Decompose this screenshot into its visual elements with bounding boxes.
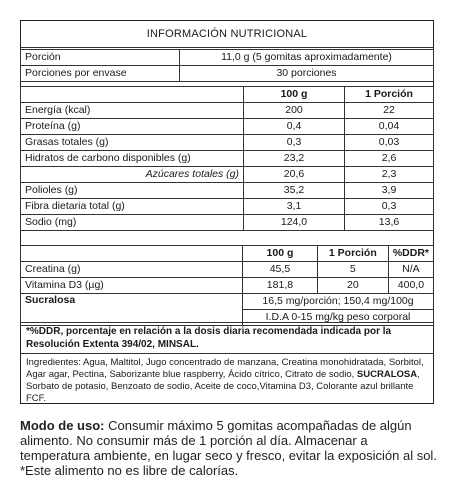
additives-header-blank (21, 246, 243, 262)
additives-table (20, 245, 434, 326)
value-100g: 20,6 (244, 167, 345, 183)
nutrient-label: Proteína (g) (21, 119, 244, 135)
value-portion: 13,6 (345, 215, 434, 231)
serving-table (20, 49, 434, 82)
header-portion: 1 Porción (317, 246, 388, 262)
value-portion: 20 (317, 278, 388, 294)
header-portion: 1 Porción (345, 87, 434, 103)
header-100g: 100 g (243, 246, 318, 262)
portion-value: 11,0 g (5 gomitas aproximadamente) (180, 50, 434, 66)
nutrient-label: Fibra dietaria total (g) (21, 199, 244, 215)
value-100g: 181,8 (243, 278, 318, 294)
value-portion: 3,9 (345, 183, 434, 199)
additives-header-row (21, 246, 434, 262)
ingredients-text: Ingredientes: Agua, Maltitol, Jugo concentrado de manzana, Creatina monohidratada, Sorbitol, Agar agar, Pectina, Saborizante blue raspberry, Ácido cítrico, Citrato de sodio, (26, 357, 424, 380)
table-row (21, 151, 434, 167)
usage-instructions (20, 418, 440, 478)
value-100g: 200 (244, 103, 345, 119)
per-pack-value: 30 porciones (180, 66, 434, 82)
per-pack-row (21, 66, 434, 82)
value-portion: 0,04 (345, 119, 434, 135)
table-row (21, 183, 434, 199)
value-portion: 22 (345, 103, 434, 119)
value-100g: 124,0 (244, 215, 345, 231)
nutrient-label: Polioles (g) (21, 183, 244, 199)
table-row (21, 262, 434, 278)
value-100g: 3,1 (244, 199, 345, 215)
usage-heading: Modo de uso: (20, 418, 105, 433)
additive-label: Vitamina D3 (µg) (21, 278, 243, 294)
value-100g: 45,5 (243, 262, 318, 278)
value-100g: 0,3 (244, 135, 345, 151)
table-row (21, 215, 434, 231)
value-ddr: 400,0 (388, 278, 433, 294)
sucralosa-row (21, 294, 434, 310)
portion-label: Porción (21, 50, 180, 66)
value-ddr: N/A (388, 262, 433, 278)
value-portion: 0,03 (345, 135, 434, 151)
sucralosa-label: Sucralosa (21, 294, 243, 326)
ddr-footnote: *%DDR, porcentaje en relación a la dosis diaria recomendada indicada por la Resolución Extenta 394/02, MINSAL. (20, 322, 434, 354)
value-100g: 23,2 (244, 151, 345, 167)
sucralosa-dose: 16,5 mg/porción; 150,4 mg/100g (243, 294, 434, 310)
ingredients-list (20, 354, 434, 404)
nutrients-header-blank (21, 87, 244, 103)
header-100g: 100 g (244, 87, 345, 103)
ingredients-rest: , Sorbato de potasio, Benzoato de sodio, Aceite de coco,Vitamina D3, Colorante azul brillante FCF. (26, 369, 420, 404)
additive-label: Creatina (g) (21, 262, 243, 278)
value-100g: 0,4 (244, 119, 345, 135)
portion-row (21, 50, 434, 66)
nutrient-label: Grasas totales (g) (21, 135, 244, 151)
value-portion: 0,3 (345, 199, 434, 215)
nutrient-label: Hidratos de carbono disponibles (g) (21, 151, 244, 167)
nutrients-header-row (21, 87, 434, 103)
table-row (21, 103, 434, 119)
nutrient-label: Sodio (mg) (21, 215, 244, 231)
ingredients-sucralosa: SUCRALOSA (356, 369, 418, 380)
table-row (21, 119, 434, 135)
sucralosa-ida: I.D.A 0-15 mg/kg peso corporal (243, 310, 434, 326)
nutrient-label-sub: Azúcares totales (g) (21, 167, 244, 183)
table-row (21, 199, 434, 215)
nutrients-table (20, 86, 434, 231)
nutrient-label: Energía (kcal) (21, 103, 244, 119)
label-title: INFORMACIÓN NUTRICIONAL (20, 20, 434, 48)
value-100g: 35,2 (244, 183, 345, 199)
value-portion: 2,3 (345, 167, 434, 183)
per-pack-label: Porciones por envase (21, 66, 180, 82)
value-portion: 2,6 (345, 151, 434, 167)
usage-text: Consumir máximo 5 gomitas acompañadas de algún alimento. No consumir más de 1 porción al día. Almacenar a temperatura ambiente, en lugar seco y fresco, evitar la exposición al sol. *Este alimento no es libre de calorías. (20, 418, 437, 478)
header-ddr: %DDR* (388, 246, 433, 262)
value-portion: 5 (317, 262, 388, 278)
table-row (21, 167, 434, 183)
table-row (21, 135, 434, 151)
table-row (21, 278, 434, 294)
